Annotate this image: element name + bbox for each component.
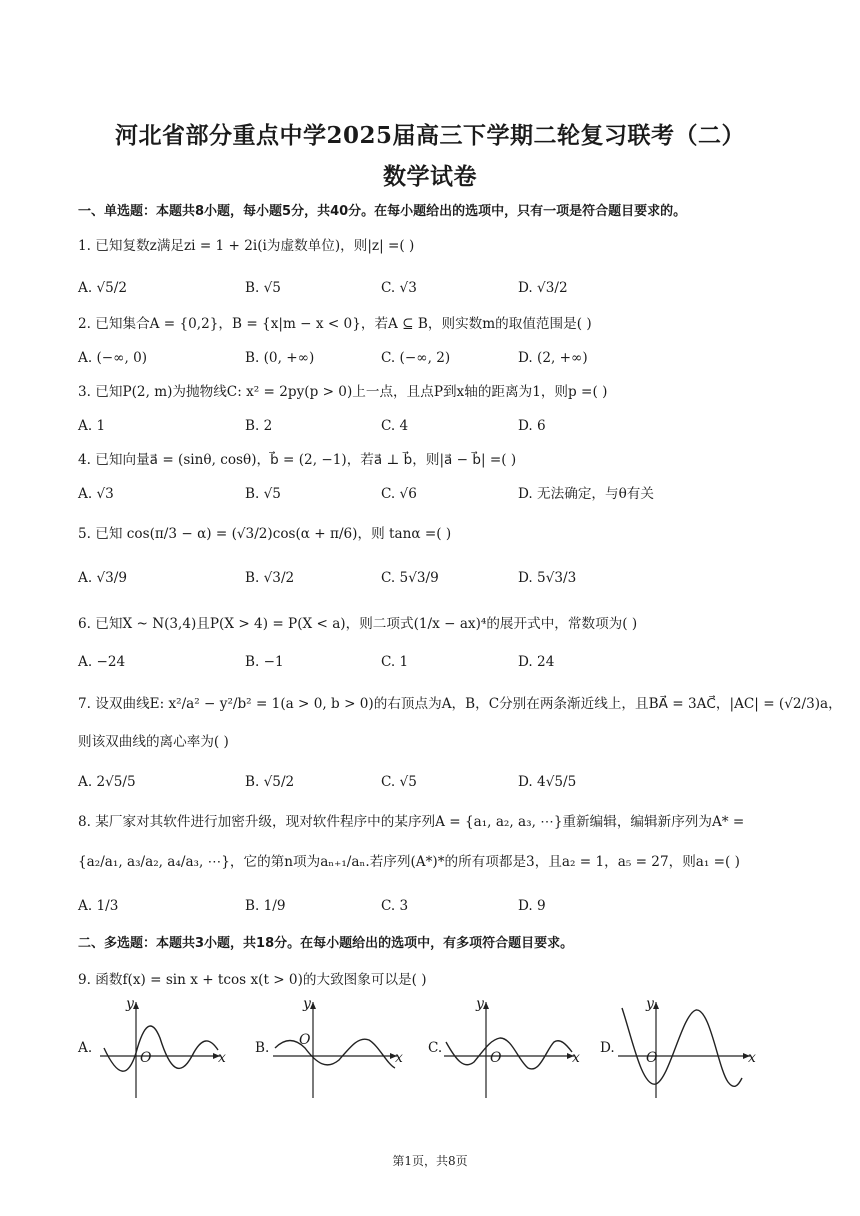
question-5-option-a: A. √3/9	[78, 570, 127, 586]
question-9-graph-b	[255, 998, 435, 1098]
question-8-option-a: A. 1/3	[78, 898, 119, 914]
question-5-option-c: C. 5√3/9	[381, 570, 439, 586]
graph-a-label: A.	[78, 1040, 93, 1056]
question-6-option-b: B. −1	[245, 654, 284, 670]
question-3-option-a: A. 1	[78, 418, 106, 434]
question-9-graph-d	[600, 998, 780, 1098]
graph-b-y-label: y	[303, 996, 311, 1012]
question-6-option-a: A. −24	[78, 654, 126, 670]
question-9-graph-a	[78, 998, 258, 1098]
graph-b-origin: O	[299, 1032, 311, 1048]
graph-a-y-label: y	[126, 996, 134, 1012]
question-1-stem: 1. 已知复数z满足zi = 1 + 2i(i为虚数单位)，则|z| =( )	[78, 238, 415, 254]
graph-d-plot	[600, 998, 780, 1098]
question-2-stem: 2. 已知集合A = {0,2}，B = {x|m − x < 0}，若A ⊆ B，则实数m的取值范围是( )	[78, 316, 592, 332]
graph-a-plot	[78, 998, 258, 1098]
question-4-option-c: C. √6	[381, 486, 417, 502]
question-1-option-a: A. √5/2	[78, 280, 127, 296]
graph-a-origin: O	[140, 1050, 152, 1066]
question-4-stem: 4. 已知向量a⃗ = (sinθ, cosθ)，b⃗ = (2, −1)，若a⃗ ⊥ b⃗，则|a⃗ − b⃗| =( )	[78, 452, 517, 468]
graph-d-origin: O	[646, 1050, 658, 1066]
question-7-option-c: C. √5	[381, 774, 417, 790]
section-heading-multiple-choice: 二、多选题：本题共3小题，共18分。在每小题给出的选项中，有多项符合题目要求。	[78, 936, 574, 951]
question-9-graph-c	[428, 998, 608, 1098]
question-4-option-b: B. √5	[245, 486, 281, 502]
question-3-option-d: D. 6	[518, 418, 546, 434]
graph-d-label: D.	[600, 1040, 615, 1056]
question-2-option-d: D. (2, +∞)	[518, 350, 588, 366]
question-6-stem: 6. 已知X ~ N(3,4)且P(X > 4) = P(X < a)，则二项式(1/x − ax)⁴的展开式中，常数项为( )	[78, 616, 638, 632]
question-3-stem: 3. 已知P(2, m)为抛物线C: x² = 2py(p > 0)上一点，且点P到x轴的距离为1，则p =( )	[78, 384, 608, 400]
graph-c-label: C.	[428, 1040, 443, 1056]
question-6-option-d: D. 24	[518, 654, 555, 670]
question-8-option-d: D. 9	[518, 898, 546, 914]
section-heading-single-choice: 一、单选题：本题共8小题，每小题5分，共40分。在每小题给出的选项中，只有一项是符合题目要求的。	[78, 204, 687, 219]
question-7-option-d: D. 4√5/5	[518, 774, 577, 790]
question-3-option-c: C. 4	[381, 418, 409, 434]
question-3-option-b: B. 2	[245, 418, 273, 434]
question-9-stem: 9. 函数f(x) = sin x + tcos x(t > 0)的大致图象可以是( )	[78, 972, 427, 988]
question-5-stem: 5. 已知 cos(π/3 − α) = (√3/2)cos(α + π/6)，则 tanα =( )	[78, 526, 452, 542]
exam-title: 河北省部分重点中学2025届高三下学期二轮复习联考（二）	[114, 122, 745, 149]
graph-b-label: B.	[255, 1040, 270, 1056]
question-8-option-c: C. 3	[381, 898, 409, 914]
graph-c-plot	[428, 998, 608, 1098]
page-footer: 第1页，共8页	[392, 1154, 468, 1168]
question-7-option-a: A. 2√5/5	[78, 774, 136, 790]
graph-a-x-label: x	[218, 1050, 226, 1066]
question-2-option-b: B. (0, +∞)	[245, 350, 315, 366]
question-7-stem: 7. 设双曲线E: x²/a² − y²/b² = 1(a > 0, b > 0)的右顶点为A，B，C分别在两条渐近线上，且BA⃗ = 3AC⃗，|AC| = (√2/3)a，	[78, 696, 842, 712]
graph-d-y-label: y	[646, 996, 654, 1012]
question-4-option-a: A. √3	[78, 486, 114, 502]
question-8-stem-continued: {a₂/a₁, a₃/a₂, a₄/a₃, ⋯}，它的第n项为aₙ₊₁/aₙ.若序列(A*)*的所有项都是3，且a₂ = 1，a₅ = 27，则a₁ =( )	[78, 854, 740, 870]
question-8-stem: 8. 某厂家对其软件进行加密升级，现对软件程序中的某序列A = {a₁, a₂, a₃, ⋯}重新编辑，编辑新序列为A* =	[78, 814, 745, 830]
graph-d-x-label: x	[748, 1050, 756, 1066]
question-8-option-b: B. 1/9	[245, 898, 286, 914]
graph-c-y-label: y	[476, 996, 484, 1012]
question-4-option-d: D. 无法确定，与θ有关	[518, 486, 654, 502]
question-2-option-a: A. (−∞, 0)	[78, 350, 148, 366]
question-5-option-d: D. 5√3/3	[518, 570, 577, 586]
question-1-option-c: C. √3	[381, 280, 417, 296]
question-7-stem-continued: 则该双曲线的离心率为( )	[78, 734, 229, 750]
question-5-option-b: B. √3/2	[245, 570, 295, 586]
question-7-option-b: B. √5/2	[245, 774, 295, 790]
graph-b-x-label: x	[395, 1050, 403, 1066]
question-6-option-c: C. 1	[381, 654, 409, 670]
graph-c-x-label: x	[572, 1050, 580, 1066]
question-2-option-c: C. (−∞, 2)	[381, 350, 451, 366]
graph-c-origin: O	[490, 1050, 502, 1066]
question-1-option-b: B. √5	[245, 280, 281, 296]
exam-subtitle: 数学试卷	[383, 163, 477, 190]
graph-b-plot	[255, 998, 435, 1098]
question-1-option-d: D. √3/2	[518, 280, 568, 296]
